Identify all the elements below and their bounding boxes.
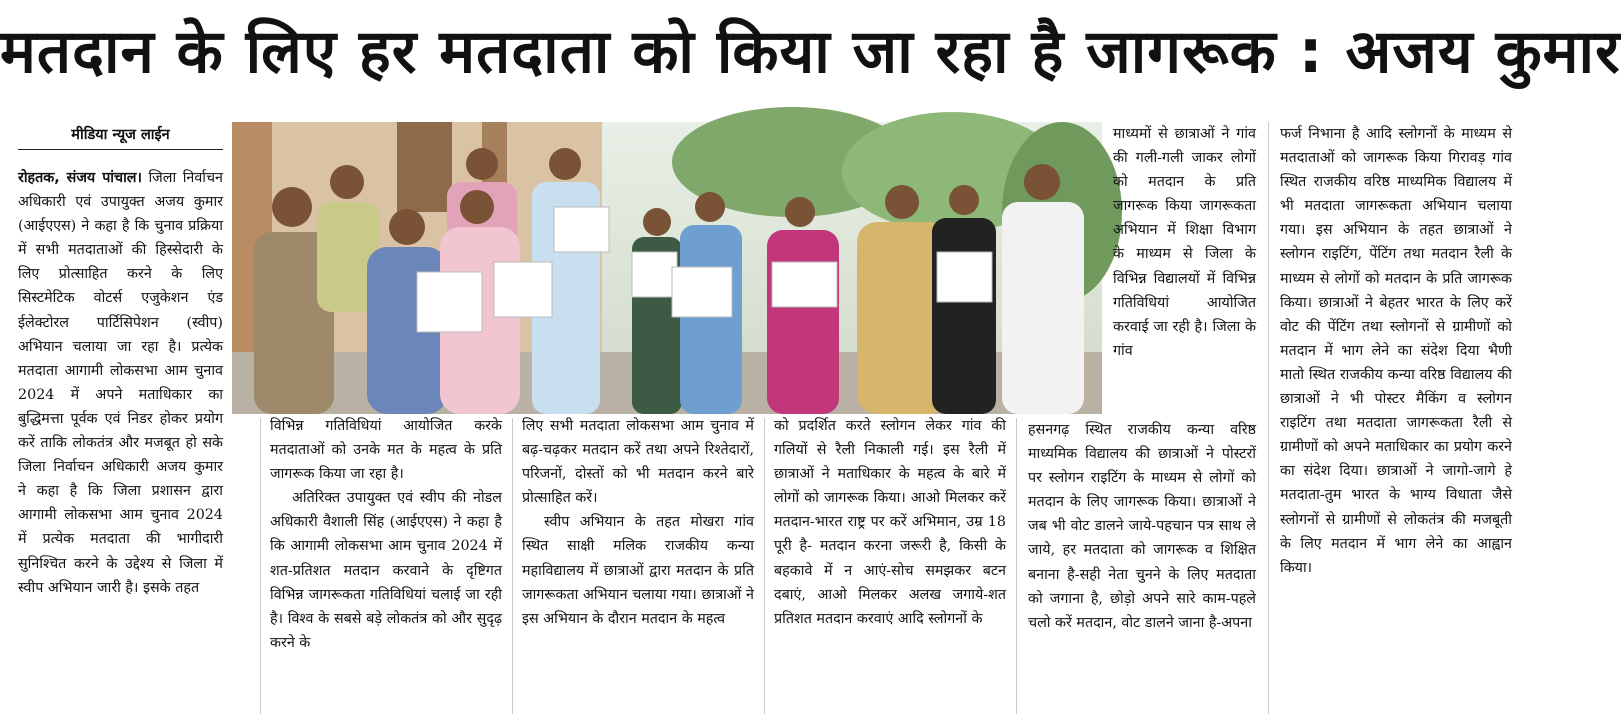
column-2 — [270, 414, 502, 714]
column-6-text: फर्ज निभाना है आदि स्लोगनों के माध्यम से मतदाताओं को जागरूक किया गिरावड़ गांव स्थित राजकीय वरिष्ठ माध्यमिक विद्यालय में भी मतदाता जागरूकता अभियान चलाया गया। इस अभियान के तहत छात्राओं ने स्लोगन राइटिंग, पेंटिंग तथा मतदान रैली के माध्यम से लोगों को मतदान के प्रति जागरूक किया। छात्राओं ने बेहतर भारत के लिए करें वोट की पेंटिंग तथा स्लोगनों से ग्रामीणों को मतदान में भाग लेने का संदेश दिया भैणी मातो स्थित राजकीय कन्या वरिष्ठ विद्यालय की छात्राओं ने भी पोस्टर मैकिंग व स्लोगन राइटिंग तथा मतदाता जागरूकता रैली से ग्रामीणों को अपने मताधिकार का प्रयोग करने का संदेश दिया। छात्राओं ने जागो-जागे हे मतदाता-तुम भारत के भाग्य विधाता जैसे स्लोगनों से ग्रामीणों से लोकतंत्र की मजबूती के लिए मतदान में भाग लेने का आह्वान किया। — [1280, 126, 1512, 576]
dateline: रोहतक, संजय पांचाल। — [18, 170, 142, 186]
news-photo — [232, 122, 1102, 414]
column-divider-3 — [764, 418, 765, 714]
column-1-bottom — [18, 414, 250, 714]
column-divider-5 — [1268, 122, 1269, 714]
column-5-top — [1113, 122, 1256, 418]
column-4-para-1: को प्रदर्शित करते स्लोगन लेकर गांव की गलियों से रैली निकाली गई। इस रैली में छात्राओं ने मताधिकार के महत्व के बारे में लोगों को जागरूक किया। आओ मिलकर करें मतदान-भारत राष्ट्र पर करें अभिमान, उम्र 18 पूरी है- मतदान करना जरूरी है, किसी के बहकावे में न आएं-सोच समझकर बटन दबाएं, आओ मिलकर अलख जगाये-शत प्रतिशत मतदान करवाएं आदि स्लोगनों के — [774, 418, 1006, 627]
column-2-para-1: विभिन्न गतिविधियां आयोजित करके मतदाताओं को उनके मत के महत्व के प्रति जागरूक किया जा रहा है। — [270, 418, 502, 483]
column-2-para-2: अतिरिक्त उपायुक्त एवं स्वीप की नोडल अधिकारी वैशाली सिंह (आईएएस) ने कहा है कि आगामी लोकसभा आम चुनाव 2024 में शत-प्रतिशत मतदान करवाने के दृष्टिगत विभिन्न जागरूकता गतिविधियां चलाई जा रही है। विश्व के सबसे बड़े लोकतंत्र को और सुदृढ़ करने के — [270, 490, 502, 651]
column-1-text: जिला निर्वाचन अधिकारी एवं उपायुक्त अजय कुमार (आईएएस) ने कहा है कि चुनाव प्रक्रिया में सभी मतदाताओं की हिस्सेदारी के लिए प्रोत्साहित करने के लिए सिस्टमेटिक वोटर्स एजुकेशन एंड ईलेक्टोरल पार्टिसिपेशन (स्वीप) अभियान चलाया जा रहा है। प्रत्येक मतदाता आगामी लोकसभा आम चुनाव 2024 में अपने मताधिकार का बुद्धिमत्ता पूर्वक एवं निडर होकर प्रयोग करें ताकि लोकतंत्र और मजबूत हो सके जिला निर्वाचन अधिकारी अजय कुमार ने कहा है कि जिला प्रशासन द्वारा आगामी लोकसभा आम चुनाव 2024 में प्रत्येक मतदाता की भागीदारी सुनिश्चित करने के उद्देश्य से जिला में स्वीप अभियान जारी है। इसके तहत — [18, 170, 223, 596]
column-3-para-1: लिए सभी मतदाता लोकसभा आम चुनाव में बढ़-चढ़कर मतदान करें तथा अपने रिश्तेदारों, परिजनों, दोस्तों को भी मतदान करने बारे प्रोत्साहित करें। — [522, 418, 754, 507]
column-divider-2 — [512, 418, 513, 714]
column-5-bottom-text: हसनगढ़ स्थित राजकीय कन्या वरिष्ठ माध्यमिक विद्यालय की छात्राओं ने पोस्टरों पर स्लोगन राइटिंग के माध्यम से लोगों को मतदान के लिए जागरूक किया। छात्राओं ने जब भी वोट डालने जाये-पहचान पत्र साथ ले जाये, हर मतदाता को जागरूक व शिक्षित बनाना है-सही नेता चुनने के लिए मतदाता को जगाना है, छोड़ो अपने सारे काम-पहले चलो करें मतदान, वोट डालने जाना है-अपना — [1028, 422, 1256, 631]
column-divider-1 — [260, 418, 261, 714]
column-3 — [522, 414, 754, 714]
photo-group-voter-awareness — [232, 122, 1102, 414]
column-4 — [774, 414, 1006, 714]
column-5-top-text: माध्यमों से छात्राओं ने गांव की गली-गली जाकर लोगों को मतदान के प्रति जागरूक किया जागरूकता अभियान में शिक्षा विभाग के माध्यम से जिला के विभिन्न विद्यालयों में विभिन्न गतिविधियां आयोजित करवाई जा रही है। जिला के गांव — [1113, 126, 1256, 359]
headline: मतदान के लिए हर मतदाता को किया जा रहा है जागरूक : अजय कुमार — [0, 17, 1621, 87]
column-6 — [1280, 122, 1512, 714]
column-divider-4 — [1016, 418, 1017, 714]
column-3-para-2: स्वीप अभियान के तहत मोखरा गांव स्थित साक्षी मलिक राजकीय कन्या महाविद्यालय में छात्राओं द्वारा मतदान के प्रति जागरूकता अभियान चलाया गया। छात्राओं ने इस अभियान के दौरान मतदान के महत्व — [522, 514, 754, 627]
column-5-bottom — [1028, 418, 1256, 714]
byline: मीडिया न्यूज लाईन — [18, 124, 223, 150]
column-1-top — [18, 166, 223, 596]
